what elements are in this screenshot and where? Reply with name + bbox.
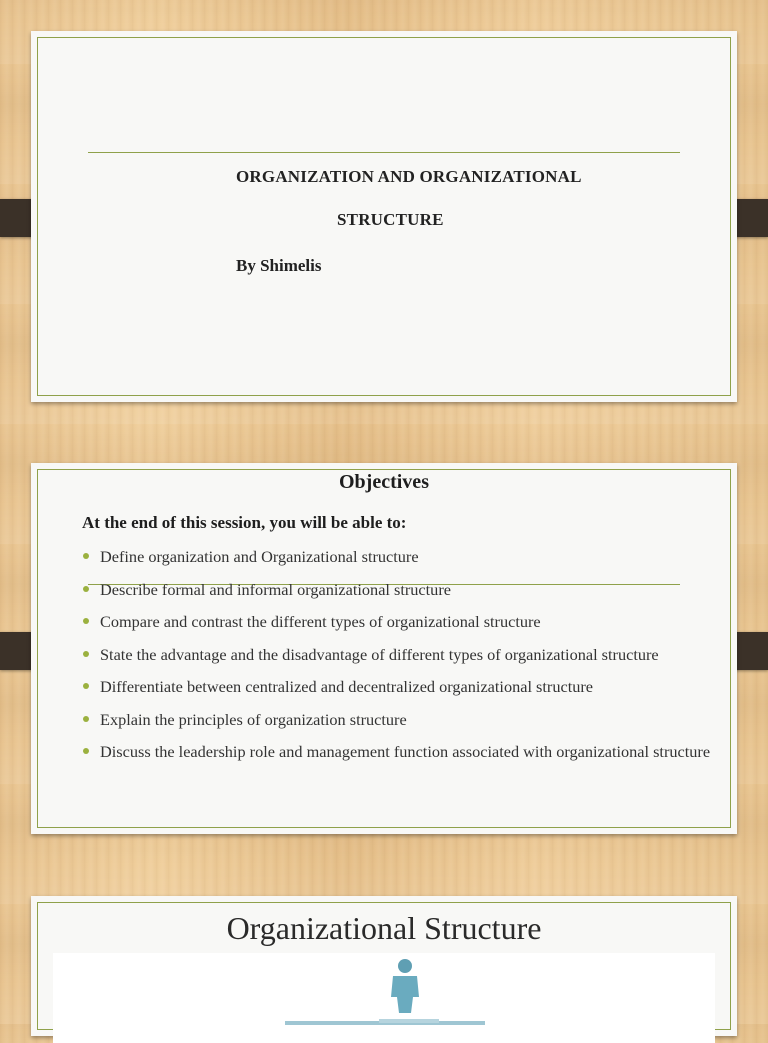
bullet-icon <box>83 683 89 689</box>
objectives-list <box>83 545 719 773</box>
presentation-title-line2: STRUCTURE <box>337 210 444 229</box>
presentation-author: By Shimelis <box>236 256 322 275</box>
org-structure-slide <box>31 896 737 1036</box>
person-icon <box>53 953 715 1033</box>
bullet-icon <box>83 553 89 559</box>
list-item: Define organization and Organizational structure <box>83 545 719 568</box>
list-item: Describe formal and informal organizational structure <box>83 578 719 601</box>
list-item: Compare and contrast the different types of organizational structure <box>83 610 719 633</box>
list-item: Discuss the leadership role and management function associated with organizational structure <box>83 740 719 763</box>
bullet-icon <box>83 716 89 722</box>
list-item: State the advantage and the disadvantage of different types of organizational structure <box>83 643 719 666</box>
list-item: Differentiate between centralized and decentralized organizational structure <box>83 675 719 698</box>
list-item: Explain the principles of organization structure <box>83 708 719 731</box>
objectives-heading: Objectives <box>339 471 429 493</box>
objectives-slide <box>31 463 737 834</box>
title-rule <box>88 152 680 153</box>
org-structure-title: Organizational Structure <box>226 910 542 946</box>
objectives-intro: At the end of this session, you will be able to: <box>82 513 407 532</box>
bullet-icon <box>83 618 89 624</box>
bullet-icon <box>83 651 89 657</box>
bullet-icon <box>83 748 89 754</box>
bullet-icon <box>83 586 89 592</box>
org-chart-image <box>53 953 715 1043</box>
presentation-title-line1: ORGANIZATION AND ORGANIZATIONAL <box>236 167 582 186</box>
title-slide <box>31 31 737 402</box>
